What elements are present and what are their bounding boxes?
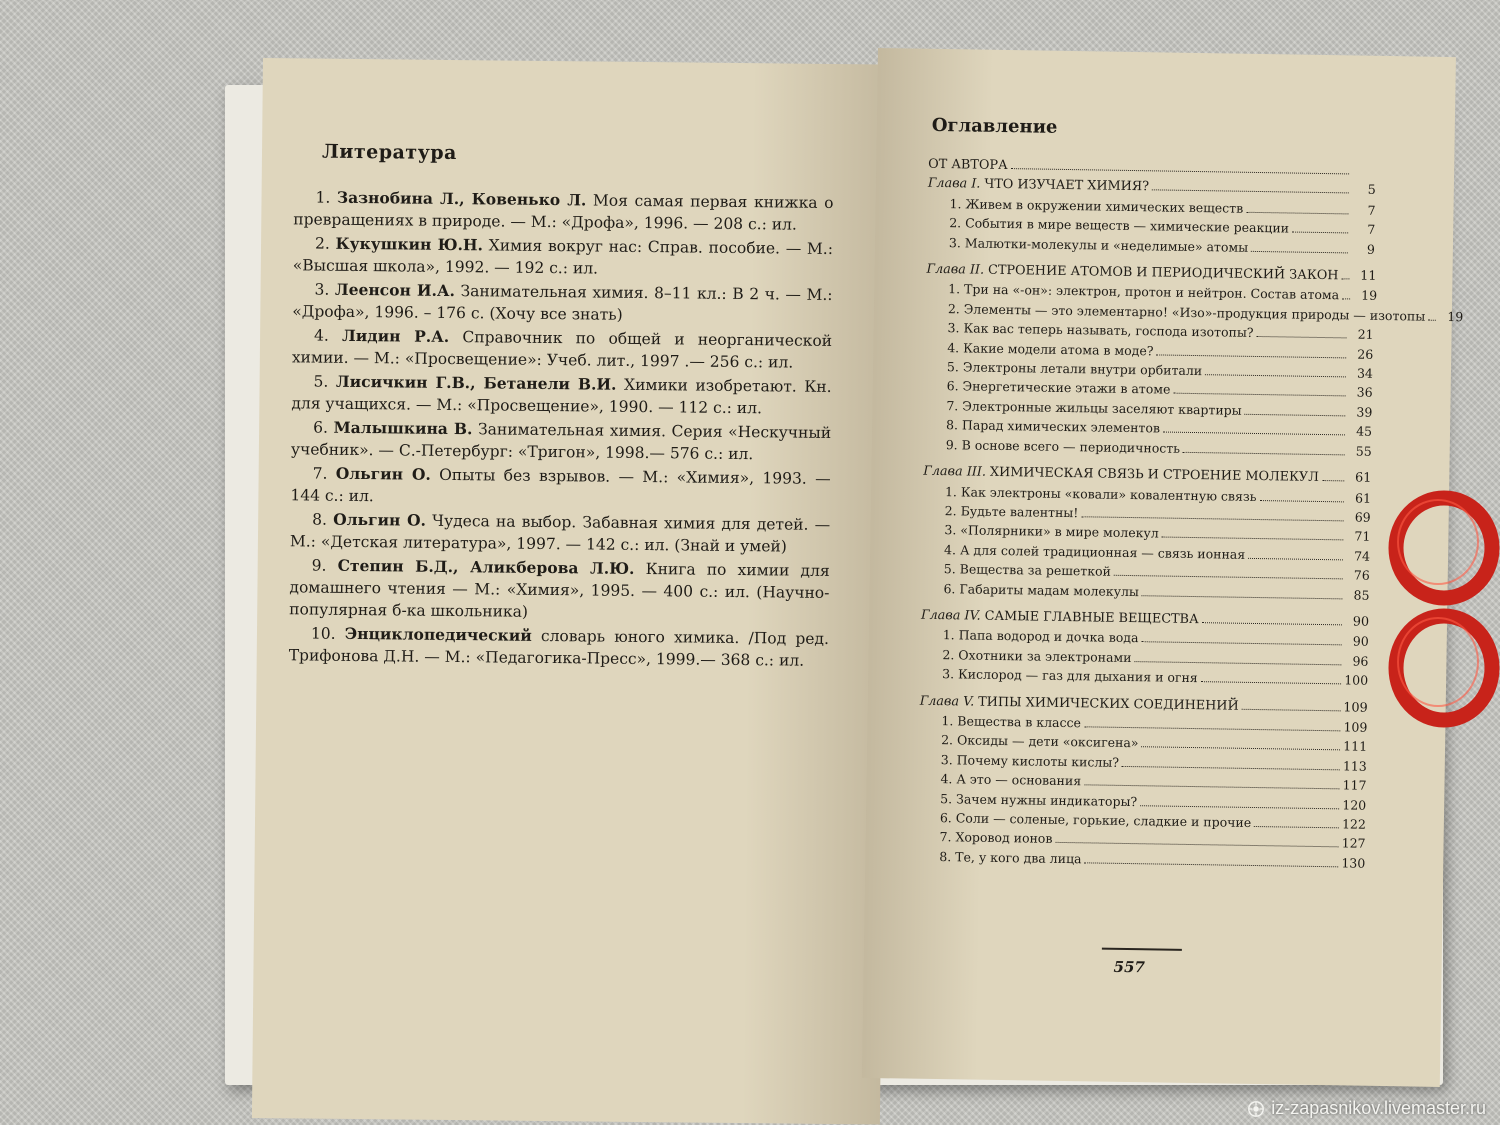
leader-dots	[1254, 826, 1339, 828]
leader-dots	[1141, 747, 1340, 751]
toc-text: ХИМИЧЕСКАЯ СВЯЗЬ И СТРОЕНИЕ МОЛЕКУЛ	[989, 464, 1319, 486]
toc-page-number: 11	[1360, 268, 1377, 284]
toc-page-number: 120	[1342, 796, 1367, 813]
toc-text: 4. А это — основания	[940, 771, 1082, 789]
entry-text: Книга по химии для домашнего чтения — М.: «Химия», 1995. — 400 с.: ил. (Научно-популярная б-ка школьника)	[289, 559, 830, 621]
entry-author: Ольгин О.	[333, 509, 427, 530]
leader-dots	[1140, 805, 1339, 809]
toc-page-number: 7	[1367, 221, 1376, 238]
toc-text: 5. Электроны летали внутри орбитали	[946, 359, 1203, 379]
literature-entry	[290, 462, 830, 512]
toc-text: 7. Электронные жильцы заселяют квартиры	[946, 397, 1242, 418]
literature-entry	[291, 416, 831, 466]
toc-page-number: 26	[1357, 346, 1374, 362]
entry-number: 3.	[314, 280, 330, 299]
leader-dots	[1245, 414, 1346, 417]
right-page	[862, 48, 1464, 1087]
watermark	[1247, 1098, 1486, 1119]
leader-dots	[1084, 726, 1340, 731]
toc-text: 6. Габариты мадам молекулы	[943, 580, 1140, 599]
leader-dots	[1259, 500, 1343, 502]
leader-dots	[1205, 374, 1346, 377]
leader-dots	[1428, 320, 1436, 321]
toc-text: САМЫЕ ГЛАВНЫЕ ВЕЩЕСТВА	[984, 608, 1199, 628]
entry-number: 2.	[314, 234, 330, 253]
leader-dots	[1081, 516, 1343, 521]
leader-dots	[1341, 278, 1349, 279]
toc-page-number: 61	[1354, 470, 1372, 486]
toc-page-number: 109	[1343, 699, 1368, 716]
scissors-handles-icon	[1380, 490, 1500, 730]
toc-page-number: 100	[1344, 672, 1369, 688]
watermark-text: iz-zapasnikov.livemaster.ru	[1271, 1098, 1486, 1118]
toc-page-number: 45	[1356, 423, 1373, 440]
leader-dots	[1114, 575, 1343, 580]
livemaster-logo-icon	[1247, 1100, 1265, 1118]
entry-number: 6.	[313, 418, 329, 437]
entry-number: 4.	[314, 326, 329, 345]
toc-page-number: 90	[1352, 614, 1370, 630]
leader-dots	[1141, 642, 1341, 646]
chapter-label: Глава IV.	[920, 607, 981, 624]
toc-page-number: 127	[1341, 835, 1366, 852]
toc-text: 9. В основе всего — периодичность	[945, 436, 1181, 456]
toc-text: ЧТО ИЗУЧАЕТ ХИМИЯ?	[984, 177, 1150, 195]
toc-page-number: 109	[1343, 719, 1368, 735]
toc-text: 1. Как электроны «ковали» ковалентную связь	[944, 483, 1257, 504]
toc-page-number: 130	[1341, 855, 1366, 871]
toc-text: 8. Парад химических элементов	[945, 417, 1161, 436]
toc-text: 2. Оксиды — дети «оксигена»	[941, 732, 1139, 751]
toc-page-number: 117	[1342, 777, 1367, 793]
toc-page-number: 19	[1447, 308, 1464, 325]
leader-dots	[1122, 766, 1340, 770]
toc-text: ТИПЫ ХИМИЧЕСКИХ СОЕДИНЕНИЙ	[978, 694, 1239, 714]
toc-page-number: 7	[1367, 202, 1376, 218]
toc-page-number: 36	[1356, 385, 1373, 401]
entry-author: Степин Б.Д., Аликберова Л.Ю.	[337, 555, 635, 578]
leader-dots	[1084, 785, 1339, 790]
toc-page-number: 90	[1352, 633, 1369, 650]
toc-text: 2. Элементы — это элементарно! «Изо»-продукция природы — изотопы	[947, 300, 1426, 324]
entry-text: Моя самая первая книжка о превращениях в природе. — М.: «Дрофа», 1996. — 208 с.: ил.	[293, 191, 834, 234]
entry-number: 10.	[310, 624, 336, 643]
entry-number: 7.	[312, 464, 328, 483]
toc-page-number: 21	[1357, 326, 1374, 343]
leader-dots	[1201, 681, 1341, 684]
toc-text: 3. Кислород — газ для дыхания и огня	[942, 666, 1198, 686]
chapter-label: Глава II.	[926, 261, 985, 278]
literature-list	[289, 186, 834, 674]
toc-text: 4. Какие модели атома в моде?	[947, 339, 1154, 359]
leader-dots	[1156, 354, 1346, 358]
toc-text: 6. Соли — соленые, горькие, сладкие и прочие	[939, 810, 1252, 830]
entry-author: Зазнобина Л., Ковенько Л.	[336, 187, 587, 210]
toc-page-number: 85	[1353, 587, 1370, 603]
leader-dots	[1256, 336, 1346, 338]
leader-dots	[1342, 299, 1350, 300]
leader-dots	[1242, 708, 1341, 711]
toc-page-number: 111	[1343, 738, 1368, 755]
toc-text: 2. Будьте валентны!	[944, 503, 1079, 521]
entry-author: Леенсон И.А.	[334, 279, 456, 301]
toc-text: 5. Зачем нужны индикаторы?	[940, 790, 1138, 809]
toc-page-number: 5	[1367, 183, 1376, 199]
toc-page-number: 34	[1356, 365, 1374, 381]
entry-author: Ольгин О.	[335, 463, 431, 484]
entry-text: Занимательная химия. Серия «Нескучный учебник». — С.-Петербург: «Тригон», 1998.— 576 с.: ил.	[290, 420, 832, 464]
folio-rule	[1102, 948, 1182, 951]
toc-text: 6. Энергетические этажи в атоме	[946, 378, 1171, 398]
entry-text: Опыты без взрывов. — М.: «Химия», 1993. — 144 с.: ил.	[290, 465, 831, 506]
leader-dots	[1183, 452, 1345, 456]
toc-page-number: 71	[1354, 528, 1371, 545]
literature-entry	[290, 508, 830, 558]
entry-number: 8.	[312, 510, 328, 529]
literature-entry	[292, 278, 832, 328]
toc-text: 3. Малютки-молекулы и «неделимые» атомы	[948, 234, 1249, 255]
toc-page-number: 96	[1352, 653, 1369, 669]
toc-heading: Оглавление	[931, 114, 1058, 138]
toc-page-number: 9	[1366, 241, 1376, 257]
leader-dots	[1246, 212, 1348, 215]
literature-entry	[289, 554, 830, 626]
leader-dots	[1173, 393, 1345, 397]
leader-dots	[1152, 190, 1349, 194]
leader-dots	[1084, 862, 1338, 867]
leader-dots	[1202, 622, 1342, 625]
toc-text: 1. Вещества в классе	[941, 713, 1082, 731]
toc-text: 3. Как вас теперь называть, господа изотопы?	[947, 320, 1254, 341]
entry-text: Занимательная химия. 8–11 кл.: В 2 ч. — М.: «Дрофа», 1996. – 176 с. (Хочу все знать)	[292, 282, 833, 324]
entry-author: Лисичкин Г.В., Бетанели В.И.	[335, 371, 617, 394]
toc-page-number: 19	[1361, 288, 1378, 304]
literature-entry	[292, 324, 832, 374]
toc-text: 3. Почему кислоты кислы?	[940, 751, 1120, 770]
entry-number: 5.	[313, 372, 329, 391]
leader-dots	[1322, 480, 1344, 481]
toc-page-number: 55	[1355, 443, 1372, 459]
chapter-label: Глава I.	[927, 176, 981, 193]
toc-text: 3. «Полярники» в мире молекул	[944, 522, 1159, 541]
toc-text: ОТ АВТОРА	[928, 156, 1008, 174]
literature-entry	[293, 186, 833, 236]
toc-page-number: 122	[1341, 816, 1366, 832]
leader-dots	[1248, 558, 1343, 560]
chapter-label: Глава V.	[919, 693, 975, 710]
toc-page-number: 74	[1354, 548, 1371, 564]
toc-text: СТРОЕНИЕ АТОМОВ И ПЕРИОДИЧЕСКИЙ ЗАКОН	[987, 262, 1339, 284]
left-page	[252, 58, 891, 1125]
table-of-contents	[917, 155, 1464, 873]
entry-number: 1.	[315, 188, 331, 207]
leader-dots	[1162, 537, 1344, 541]
toc-text: 4. А для солей традиционная — связь ионная	[944, 541, 1246, 562]
toc-text: 1. Три на «-он»: электрон, протон и нейтрон. Состав атома	[948, 281, 1340, 303]
entry-author: Кукушкин Ю.Н.	[335, 233, 484, 255]
toc-text: 7. Хоровод ионов	[939, 829, 1053, 847]
toc-page-number: 113	[1342, 758, 1367, 774]
literature-entry	[289, 622, 829, 672]
toc-page-number: 69	[1354, 509, 1371, 525]
entry-author: Малышкина В.	[333, 417, 473, 439]
leader-dots	[1142, 595, 1343, 599]
entry-text: Чудеса на выбор. Забавная химия для детей. — М.: «Детская литература», 1997. — 142 с.: ил. (Знай и умей)	[289, 511, 831, 556]
toc-text: 1. Папа водород и дочка вода	[942, 627, 1139, 646]
toc-page-number: 76	[1353, 567, 1370, 583]
entry-author: Лидин Р.А.	[342, 325, 450, 346]
literature-entry	[291, 370, 831, 420]
toc-text: 8. Те, у кого два лица	[939, 848, 1082, 867]
entry-text: словарь юного химика. /Под ред. Трифонова Д.Н. — М.: «Педагогика-Пресс», 1999.— 368 с.: ил.	[288, 626, 830, 670]
leader-dots	[1134, 661, 1341, 665]
toc-page-number: 39	[1356, 404, 1373, 420]
toc-text: 5. Вещества за решеткой	[943, 561, 1112, 579]
literature-entry	[293, 232, 833, 282]
leader-dots	[1055, 842, 1338, 847]
entry-text: Химики изобретают. Кн. для учащихся. — М.: «Просвещение», 1990. — 112 с.: ил.	[291, 375, 832, 418]
chapter-label: Глава III.	[923, 463, 987, 480]
entry-author: Энциклопедический	[344, 623, 532, 645]
leader-dots	[1292, 232, 1348, 234]
toc-text: 2. Охотники за электронами	[942, 646, 1132, 665]
toc-page-number: 61	[1354, 490, 1372, 506]
page-number: 557	[1113, 957, 1146, 977]
leader-dots	[1251, 251, 1348, 254]
toc-text: 2. События в мире веществ — химические реакции	[949, 215, 1290, 236]
leader-dots	[1011, 168, 1349, 174]
entry-text: Химия вокруг нас: Справ. пособие. — М.: «Высшая школа», 1992. — 192 с.: ил.	[292, 236, 834, 278]
leader-dots	[1163, 432, 1345, 436]
literature-heading: Литература	[321, 140, 458, 165]
entry-number: 9.	[311, 556, 327, 575]
toc-text: 1. Живем в окружении химических веществ	[949, 195, 1244, 216]
entry-text: Справочник по общей и неорганической химии. — М.: «Просвещение»: Учеб. лит., 1997 .— 256 с.: ил.	[291, 327, 833, 372]
